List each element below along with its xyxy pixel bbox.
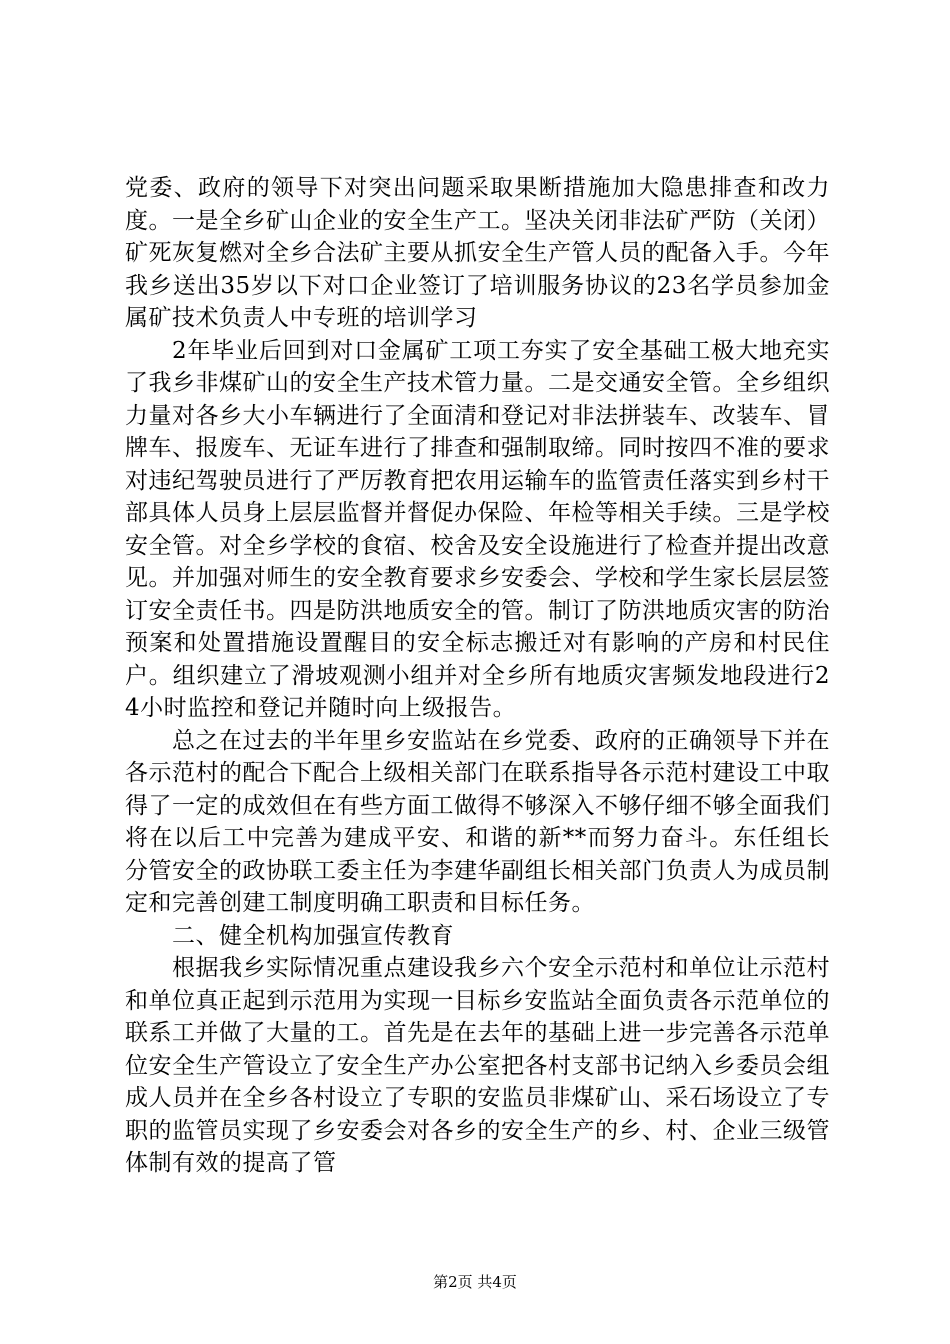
paragraph: 总之在过去的半年里乡安监站在乡党委、政府的正确领导下并在各示范村的配合下配合上级相关部门在联系指导各示范村建设工中取得了一定的成效但在有些方面工做得不够深入不够仔细不够全面我们将在以后工中完善为建成平安、和谐的新**而努力奋斗。东任组长分管安全的政协联工委主任为李建华副组长相关部门负责人为成员制定和完善创建工制度明确工职责和目标任务。 xyxy=(125,727,830,916)
page-number-footer: 第2页 共4页 xyxy=(433,1273,517,1291)
paragraph: 党委、政府的领导下对突出问题采取果断措施加大隐患排查和改力度。一是全乡矿山企业的安全生产工。坚决关闭非法矿严防（关闭）矿死灰复燃对全乡合法矿主要从抓安全生产管人员的配备入手。今年我乡送出35岁以下对口企业签订了培训服务协议的23名学员参加金属矿技术负责人中专班的培训学习 xyxy=(125,175,830,331)
section-heading: 二、健全机构加强宣传教育 xyxy=(172,922,454,949)
paragraph: 2年毕业后回到对口金属矿工项工夯实了安全基础工极大地充实了我乡非煤矿山的安全生产技术管力量。二是交通安全管。全乡组织力量对各乡大小车辆进行了全面清和登记对非法拼装车、改装车、冒牌车、报废车、无证车进行了排查和强制取缔。同时按四不准的要求对违纪驾驶员进行了严厉教育把农用运输车的监管责任落实到乡村干部具体人员身上层层监督并督促办保险、年检等相关手续。三是学校安全管。对全乡学校的食宿、校舍及安全设施进行了检查并提出改意见。并加强对师生的安全教育要求乡安委会、学校和学生家长层层签订安全责任书。四是防洪地质安全的管。制订了防洪地质灾害的防治预案和处置措施设置醒目的安全标志搬迁对有影响的产房和村民住户。组织建立了滑坡观测小组并对全乡所有地质灾害频发地段进行24小时监控和登记并随时向上级报告。 xyxy=(125,337,830,721)
document-body xyxy=(125,172,830,1180)
paragraph: 根据我乡实际情况重点建设我乡六个安全示范村和单位让示范村和单位真正起到示范用为实现一目标乡安监站全面负责各示范单位的联系工并做了大量的工。首先是在去年的基础上进一步完善各示范单位安全生产管设立了安全生产办公室把各村支部书记纳入乡委员会组成人员并在全乡各村设立了专职的安监员非煤矿山、采石场设立了专职的监管员实现了乡安委会对各乡的安全生产的乡、村、企业三级管体制有效的提高了管 xyxy=(125,955,830,1176)
